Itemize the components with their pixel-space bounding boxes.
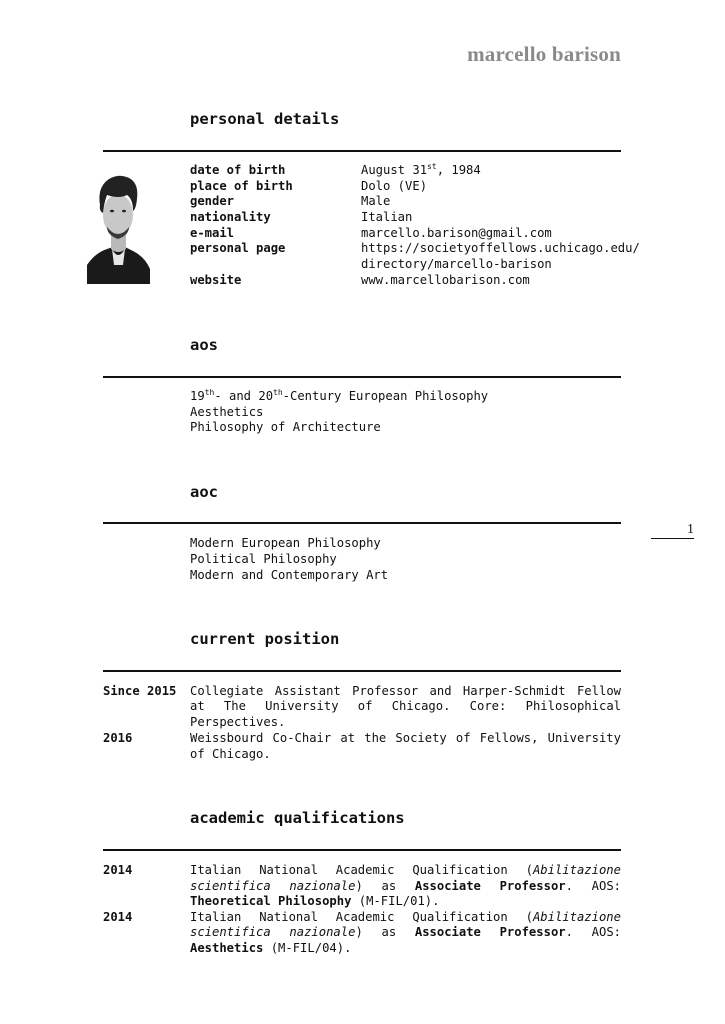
page-number: 1 (687, 522, 694, 537)
detail-label-nationality: nationality (190, 210, 271, 224)
position-description-line: Weissbourd Co-Chair at the Society of Fellows, University (190, 731, 621, 745)
qualification-description-line: Italian National Academic Qualification (Abilitazione (190, 910, 621, 924)
position-description-line: Perspectives. (190, 715, 286, 729)
position-description-line: at The University of Chicago. Core: Philosophical (190, 699, 621, 713)
qualification-year: 2014 (103, 863, 133, 877)
detail-label-date-of-birth: date of birth (190, 163, 286, 177)
position-description-line: of Chicago. (190, 747, 271, 761)
qualification-year: 2014 (103, 910, 133, 924)
profile-photo (87, 165, 150, 284)
section-title-aoc: aoc (190, 483, 218, 501)
aos-item: 19th- and 20th-Century European Philosophy (190, 387, 489, 403)
aoc-item: Modern and Contemporary Art (190, 568, 389, 582)
position-description-line: Collegiate Assistant Professor and Harper-Schmidt Fellow (190, 684, 621, 698)
position-year: 2016 (103, 731, 133, 745)
qualification-description-line: Theoretical Philosophy (M-FIL/01). (190, 894, 440, 908)
qualification-description-line: scientifica nazionale) as Associate Professor. AOS: (190, 925, 622, 939)
section-divider (103, 150, 621, 152)
section-title-aos: aos (190, 336, 218, 354)
detail-value-gender: Male (361, 194, 391, 208)
qualification-description-line: Aesthetics (M-FIL/04). (190, 941, 352, 955)
detail-label-gender: gender (190, 194, 235, 208)
detail-value-date-of-birth: August 31st, 1984 (361, 161, 481, 177)
aoc-item: Modern European Philosophy (190, 536, 381, 550)
aoc-item: Political Philosophy (190, 552, 337, 566)
cv-owner-name: marcello barison (467, 42, 621, 66)
detail-value-nationality: Italian (361, 210, 413, 224)
detail-label-email: e-mail (190, 226, 235, 240)
section-title-academic-qualifications: academic qualifications (190, 809, 405, 827)
qualification-description-line: scientifica nazionale) as Associate Professor. AOS: (190, 879, 622, 893)
personal-page-link-continued[interactable]: directory/marcello-barison (361, 257, 552, 271)
detail-value-place-of-birth: Dolo (VE) (361, 179, 428, 193)
section-divider (103, 849, 621, 851)
section-divider (103, 670, 621, 672)
qualification-description-line: Italian National Academic Qualification (Abilitazione (190, 863, 621, 877)
website-link[interactable]: www.marcellobarison.com (361, 273, 530, 287)
section-divider (103, 522, 621, 524)
email-link[interactable]: marcello.barison@gmail.com (361, 226, 552, 240)
aos-item: Philosophy of Architecture (190, 420, 381, 434)
detail-label-place-of-birth: place of birth (190, 179, 293, 193)
detail-label-personal-page: personal page (190, 241, 286, 255)
section-title-personal-details: personal details (190, 110, 340, 128)
personal-page-link[interactable]: https://societyoffellows.uchicago.edu/ (361, 241, 640, 255)
section-title-current-position: current position (190, 630, 340, 648)
aos-item: Aesthetics (190, 405, 264, 419)
page-number-rule (651, 538, 694, 539)
detail-label-website: website (190, 273, 242, 287)
section-divider (103, 376, 621, 378)
position-year: Since 2015 (103, 684, 177, 698)
